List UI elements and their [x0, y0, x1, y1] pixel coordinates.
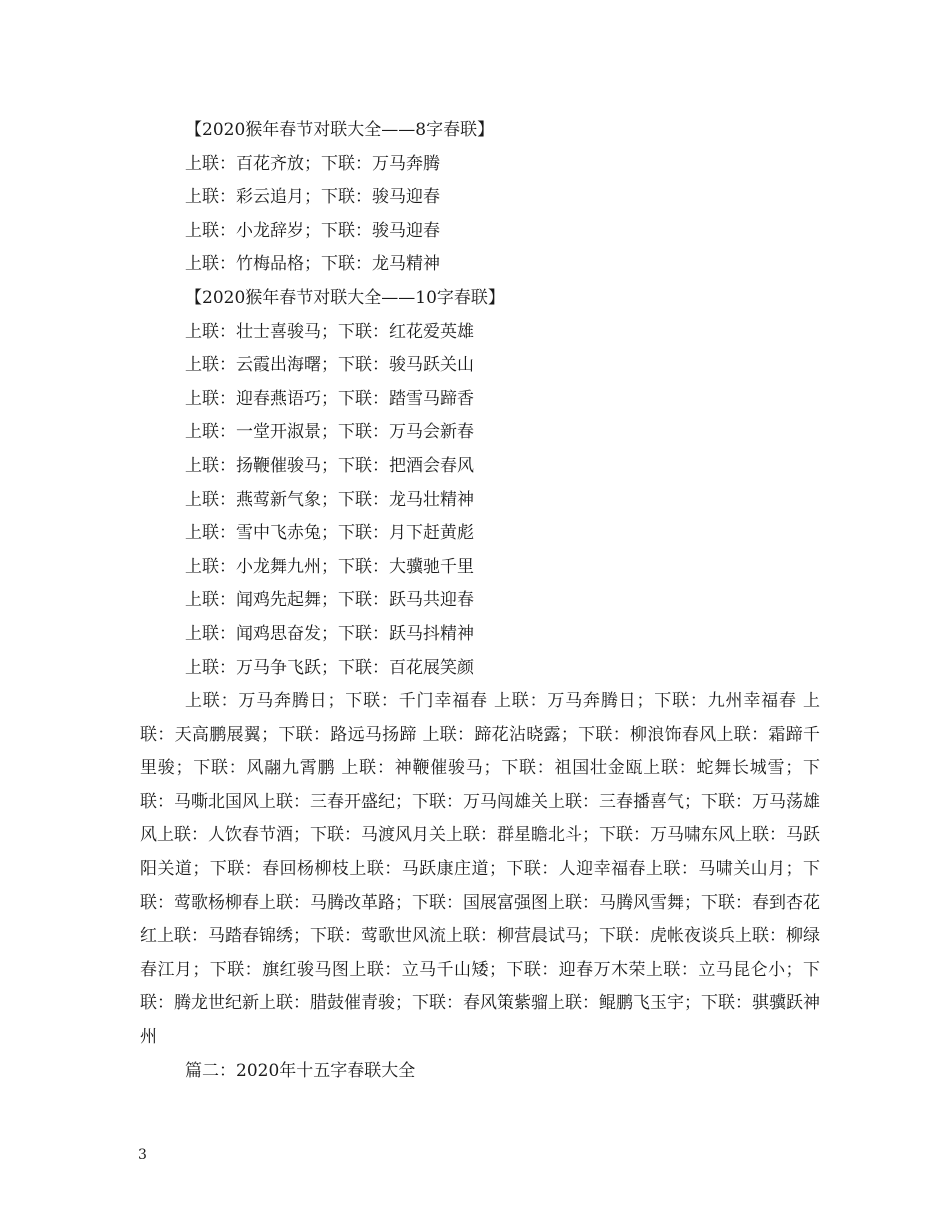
section-heading: 篇二：2020年十五字春联大全: [185, 1060, 416, 1081]
couplet-line: 上联：燕莺新气象；下联：龙马壮精神: [185, 489, 474, 510]
couplet-line: 上联：一堂开淑景；下联：万马会新春: [185, 422, 474, 443]
couplet-line: 上联：彩云追月；下联：骏马迎春: [185, 187, 440, 208]
couplet-line: 上联：云霞出海曙；下联：骏马跃关山: [185, 355, 474, 376]
couplet-line: 上联：小龙舞九州；下联：大骥驰千里: [185, 556, 474, 577]
couplet-line: 上联：小龙辞岁；下联：骏马迎春: [185, 220, 440, 241]
page-number: 3: [138, 1147, 147, 1163]
document-body: [140, 114, 820, 1088]
heading-8-char: 【2020猴年春节对联大全——8字春联】: [185, 120, 495, 140]
couplet-line: 上联：扬鞭催骏马；下联：把酒会春风: [185, 455, 474, 476]
couplet-line: 上联：百花齐放；下联：万马奔腾: [185, 153, 440, 174]
couplet-paragraph: 上联：万马奔腾日；下联：千门幸福春 上联：万马奔腾日；下联：九州幸福春 上联：天高鹏展翼；下联：路远马扬蹄 上联：蹄花沾晓露；下联：柳浪饰春风上联：霜蹄千里骏；下联：风翮九霄鹏 上联：神鞭催骏马；下联：祖国壮金瓯上联：蛇舞长城雪；下联：马嘶北国风上联：三春开盛纪；下联：万马闯雄关上联：三春播喜气；下联：万马荡雄风上联：人饮春节酒；下联：马渡风月关上联：群星瞻北斗；下联：万马啸东风上联：马跃阳关道；下联：春回杨柳枝上联：马跃康庄道；下联：人迎幸福春上联：马啸关山月；下联：莺歌杨柳春上联：马腾改革路；下联：国展富强图上联：马腾风雪舞；下联：春到杏花红上联：马踏春锦绣；下联：莺歌世风流上联：柳营晨试马；下联：虎帐夜谈兵上联：柳绿春江月；下联：旗红骏马图上联：立马千山矮；下联：迎春万木荣上联：立马昆仑小；下联：腾龙世纪新上联：腊鼓催青骏；下联：春风策紫骝上联：鲲鹏飞玉宇；下联：骐骥跃神州: [140, 691, 820, 1048]
couplet-line: 上联：迎春燕语巧；下联：踏雪马蹄香: [185, 388, 474, 409]
couplet-line: 上联：闻鸡思奋发；下联：跃马抖精神: [185, 623, 474, 644]
couplet-line: 上联：万马争飞跃；下联：百花展笑颜: [185, 657, 474, 678]
couplet-line: 上联：壮士喜骏马；下联：红花爱英雄: [185, 321, 474, 342]
couplet-line: 上联：雪中飞赤兔；下联：月下赶黄彪: [185, 523, 474, 544]
couplet-line: 上联：闻鸡先起舞；下联：跃马共迎春: [185, 590, 474, 611]
heading-10-char: 【2020猴年春节对联大全——10字春联】: [185, 287, 505, 308]
couplet-line: 上联：竹梅品格；下联：龙马精神: [185, 254, 440, 275]
